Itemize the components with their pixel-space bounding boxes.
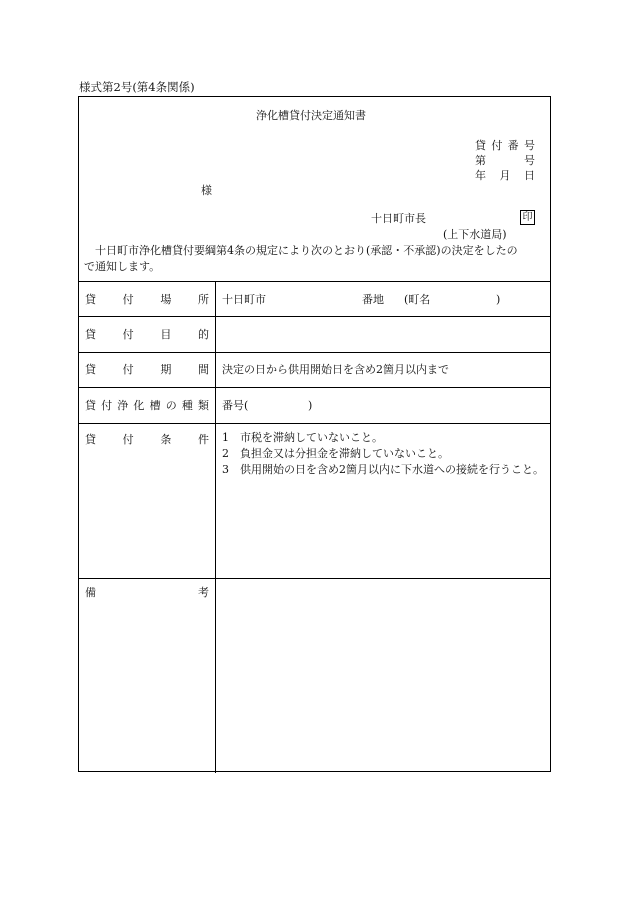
label-char: 的 xyxy=(197,328,209,341)
type-number-open: 番号( xyxy=(222,399,249,412)
type-label xyxy=(85,400,209,411)
label-char: 貸 xyxy=(85,363,96,376)
type-number-close: ) xyxy=(308,399,313,412)
label-char: 条 xyxy=(160,433,172,446)
conditions-list xyxy=(222,430,548,478)
label-char: 目 xyxy=(160,328,172,341)
label-char: 付 xyxy=(122,433,134,446)
purpose-label xyxy=(85,329,209,340)
label-char: 期 xyxy=(160,363,172,376)
label-char: 貸 xyxy=(85,399,96,412)
divider xyxy=(78,281,551,282)
location-town-close: ) xyxy=(496,293,501,306)
ref-char: 号 xyxy=(523,139,535,152)
remarks-label xyxy=(85,587,209,598)
seal-mark: 印 xyxy=(520,210,535,225)
document-title: 浄化槽貸付決定通知書 xyxy=(256,109,366,122)
condition-item: 2 負担金又は分担金を滞納していないこと。 xyxy=(222,447,449,460)
ref-char: 第 xyxy=(475,154,486,167)
label-char: 備 xyxy=(85,586,96,599)
label-char: 類 xyxy=(197,399,209,412)
period-value: 決定の日から供用開始日を含め2箇月以内まで xyxy=(222,363,449,376)
label-char: の xyxy=(165,399,177,412)
body-text-line1: 十日町市浄化槽貸付要綱第4条の規定により次のとおり(承認・不承認)の決定をしたの xyxy=(95,244,518,257)
remarks-field[interactable] xyxy=(222,587,542,757)
label-char: 付 xyxy=(122,328,134,341)
column-divider xyxy=(215,281,216,773)
label-char: 槽 xyxy=(149,399,161,412)
label-char: 浄 xyxy=(117,399,129,412)
label-char: 付 xyxy=(122,363,134,376)
issuer-name: 十日町市長 xyxy=(371,212,426,225)
ref-char: 月 xyxy=(499,169,511,182)
loan-number-label xyxy=(475,140,535,151)
form-label: 様式第2号(第4条関係) xyxy=(79,80,195,94)
conditions-label xyxy=(85,434,209,445)
location-town-open: (町名 xyxy=(404,293,431,306)
location-city[interactable]: 十日町市 xyxy=(222,293,266,306)
label-char: 化 xyxy=(133,399,145,412)
ref-char: 日 xyxy=(524,169,535,182)
period-label xyxy=(85,364,209,375)
ref-char: 年 xyxy=(475,169,486,182)
ref-char: 号 xyxy=(524,154,535,167)
condition-item: 3 供用開始の日を含め2箇月以内に下水道への接続を行うこと。 xyxy=(222,463,544,476)
addressee-suffix: 様 xyxy=(201,184,212,197)
divider xyxy=(78,316,551,317)
ref-char: 番 xyxy=(507,139,519,152)
purpose-field[interactable] xyxy=(222,329,542,343)
body-text-line2: で通知します。 xyxy=(84,260,161,273)
label-char: 貸 xyxy=(85,433,96,446)
divider xyxy=(78,387,551,388)
department-name: (上下水道局) xyxy=(443,228,507,241)
label-char: 所 xyxy=(197,293,209,306)
label-char: 付 xyxy=(122,293,134,306)
date-label xyxy=(475,170,535,181)
label-char: 貸 xyxy=(85,293,96,306)
label-char: 間 xyxy=(197,363,209,376)
label-char: 種 xyxy=(181,399,193,412)
location-banchi: 番地 xyxy=(362,293,384,306)
label-char: 貸 xyxy=(85,328,96,341)
label-char: 件 xyxy=(197,433,209,446)
divider xyxy=(78,352,551,353)
label-char: 場 xyxy=(160,293,172,306)
location-label xyxy=(85,294,209,305)
divider xyxy=(78,423,551,424)
label-char: 考 xyxy=(198,586,209,599)
label-char: 付 xyxy=(101,399,113,412)
ref-char: 付 xyxy=(491,139,503,152)
ref-char: 貸 xyxy=(475,139,486,152)
condition-item: 1 市税を滞納していないこと。 xyxy=(222,431,383,444)
number-label xyxy=(475,155,535,166)
divider xyxy=(78,578,551,579)
